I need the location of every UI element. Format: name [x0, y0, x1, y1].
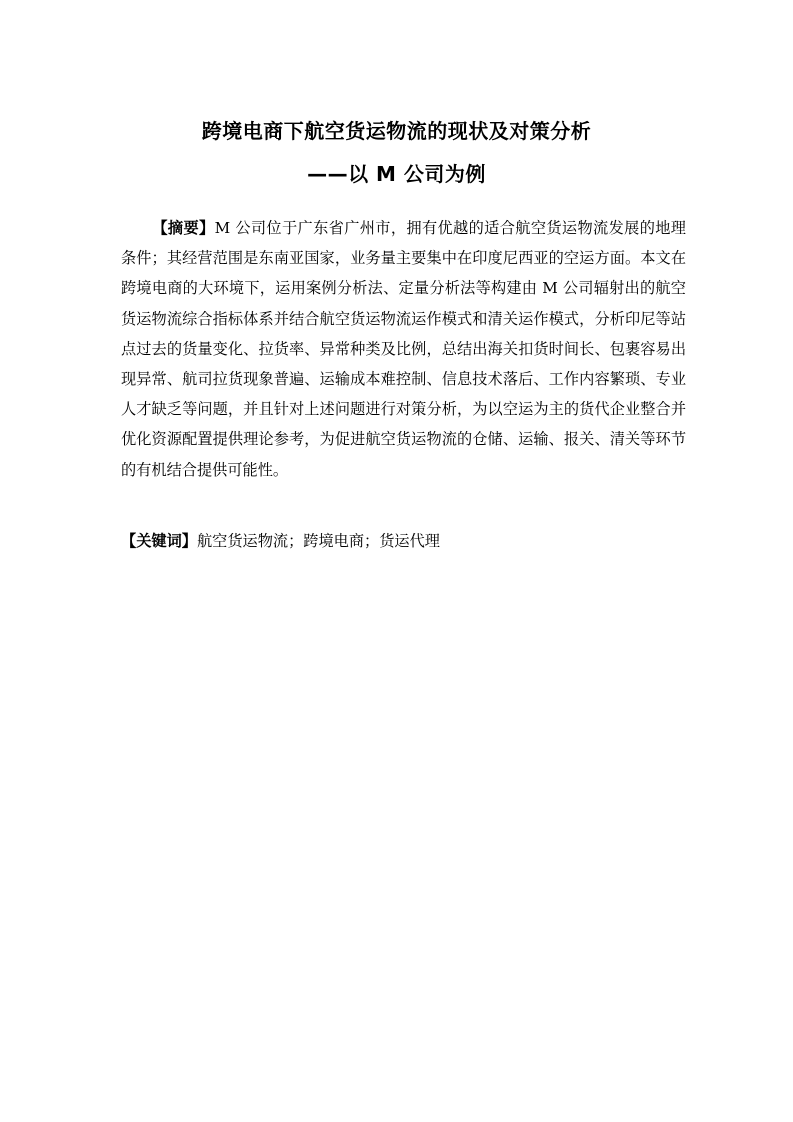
keywords-label: 【关键词】	[121, 532, 197, 550]
keywords-paragraph	[121, 526, 686, 556]
keywords-text: 航空货运物流；跨境电商；货运代理	[196, 532, 440, 550]
paper-title: 跨境电商下航空货运物流的现状及对策分析	[201, 119, 592, 143]
abstract-paragraph	[121, 213, 686, 485]
abstract-text: M 公司位于广东省广州市，拥有优越的适合航空货运物流发展的地理条件；其经营范围是东南亚国家，业务量主要集中在印度尼西亚的空运方面。本文在跨境电商的大环境下，运用案例分析法、定量分析法等构建由 M 公司辐射出的航空货运物流综合指标体系并结合航空货运物流运作模式和清关运作模式，分析印尼等站点过去的货量变化、拉货率、异常种类及比例，总结出海关扣货时间长、包裹容易出现异常、航司拉货现象普遍、运输成本难控制、信息技术落后、工作内容繁琐、专业人才缺乏等问题，并且针对上述问题进行对策分析，为以空运为主的货代企业整合并优化资源配置提供理论参考，为促进航空货运物流的仓储、运输、报关、清关等环节的有机结合提供可能性。	[121, 219, 686, 479]
abstract-label: 【摘要】	[152, 219, 215, 237]
paper-subtitle: ——以 M 公司为例	[307, 162, 486, 186]
